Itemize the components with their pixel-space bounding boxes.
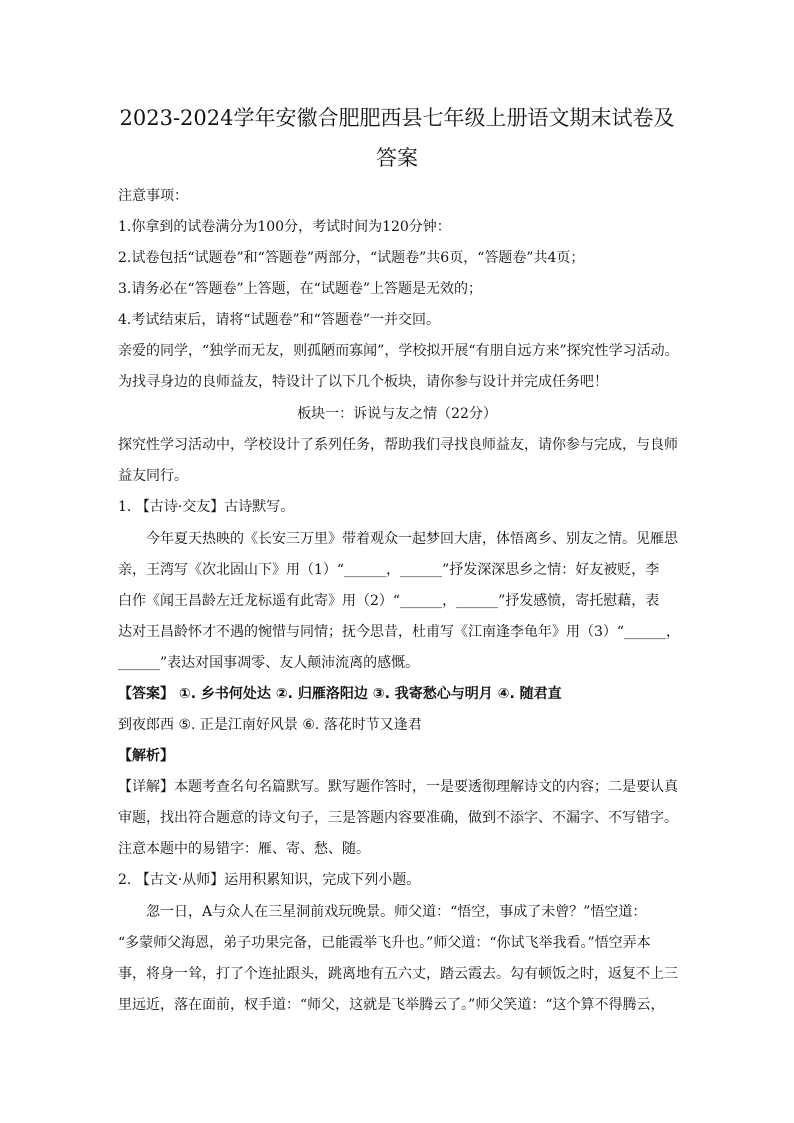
question-1-answer-line-1: 【答案】 ①. 乡书何处达 ②. 归雁洛阳边 ③. 我寄愁心与明月 ④. 随君直: [118, 686, 562, 702]
question-2-text-line-1: 忽一日，A与众人在三星洞前戏玩晚景。师父道：“悟空，事成了未曾？”悟空道：: [146, 904, 647, 920]
question-1-analysis-heading: 【解析】: [118, 748, 174, 764]
question-2-text-line-4: 里远近，落在面前，杈手道：“师父，这就是飞举腾云了。”师父笑道：“这个算不得腾云，: [118, 997, 665, 1013]
note-item-1: 1.你拿到的试卷满分为100分，考试时间为120分钟：: [118, 219, 451, 235]
question-1-text-line-4: 达对王昌龄怀才不遇的惋惜与同情；抚今思昔，杜甫写《江南逢李龟年》用（3）“______，: [118, 624, 681, 640]
question-1-heading: 1. 【古诗·交友】古诗默写。: [118, 499, 295, 515]
note-item-2: 2.试卷包括“试题卷”和“答题卷”两部分，“试题卷”共6页，“答题卷”共4页；: [118, 250, 585, 266]
question-1-answer-line-2: 到夜郎西 ⑤. 正是江南好风景 ⑥. 落花时节又逢君: [118, 717, 422, 733]
section-1-heading: 板块一：诉说与友之情（22分）: [297, 406, 497, 422]
question-1-detail-line-1: 【详解】本题考查名句名篇默写。默写题作答时，一是要透彻理解诗文的内容；二是要认真: [118, 779, 678, 795]
document-title-line-2: 答案: [376, 146, 418, 170]
question-1-detail-line-3: 注意本题中的易错字：雁、寄、愁、随。: [118, 841, 370, 857]
document-title-line-1: 2023-2024学年安徽合肥肥西县七年级上册语文期末试卷及: [119, 106, 675, 130]
notes-heading: 注意事项：: [118, 188, 188, 204]
note-item-4: 4.考试结束后，请将“试题卷”和“答题卷”一并交回。: [118, 312, 440, 328]
note-item-3: 3.请务必在“答题卷”上答题，在“试题卷”上答题是无效的；: [118, 281, 482, 297]
intro-line-2: 为找寻身边的良师益友，特设计了以下几个板块，请你参与设计并完成任务吧！: [118, 374, 608, 390]
question-2-heading: 2. 【古文·从师】运用积累知识，完成下列小题。: [118, 872, 421, 888]
question-1-text-line-3: 白作《闻王昌龄左迁龙标遥有此寄》用（2）“______，______”抒发感愤，寄托慰藉，表: [118, 593, 660, 609]
question-1-text-line-1: 今年夏天热映的《长安三万里》带着观众一起梦回大唐，体悟离乡、别友之情。见雁思: [146, 531, 678, 547]
question-2-text-line-2: “多蒙师父海恩，弟子功果完备，已能霞举飞升也。”师父道：“你试飞举我看。”悟空弄本: [118, 935, 651, 951]
section-1-intro-line-1: 探究性学习活动中，学校设计了系列任务，帮助我们寻找良师益友，请你参与完成，与良师: [118, 437, 678, 453]
question-1-text-line-5: ______”表达对国事凋零、友人颠沛流离的感慨。: [118, 655, 420, 671]
question-2-text-line-3: 事，将身一耸，打了个连扯跟头，跳离地有五六丈，踏云霞去。勾有顿饭之时，返复不上三: [118, 966, 678, 982]
question-1-detail-line-2: 审题，找出符合题意的诗文句子，三是答题内容要准确，做到不添字、不漏字、不写错字。: [118, 810, 678, 826]
section-1-intro-line-2: 益友同行。: [118, 468, 188, 484]
intro-line-1: 亲爱的同学，“独学而无友，则孤陋而寡闻”，学校拟开展“有朋自远方来”探究性学习活动。: [118, 343, 679, 359]
question-1-text-line-2: 亲，王湾写《次北固山下》用（1）“______，______”抒发深深思乡之情：好友被贬，李: [118, 562, 660, 578]
